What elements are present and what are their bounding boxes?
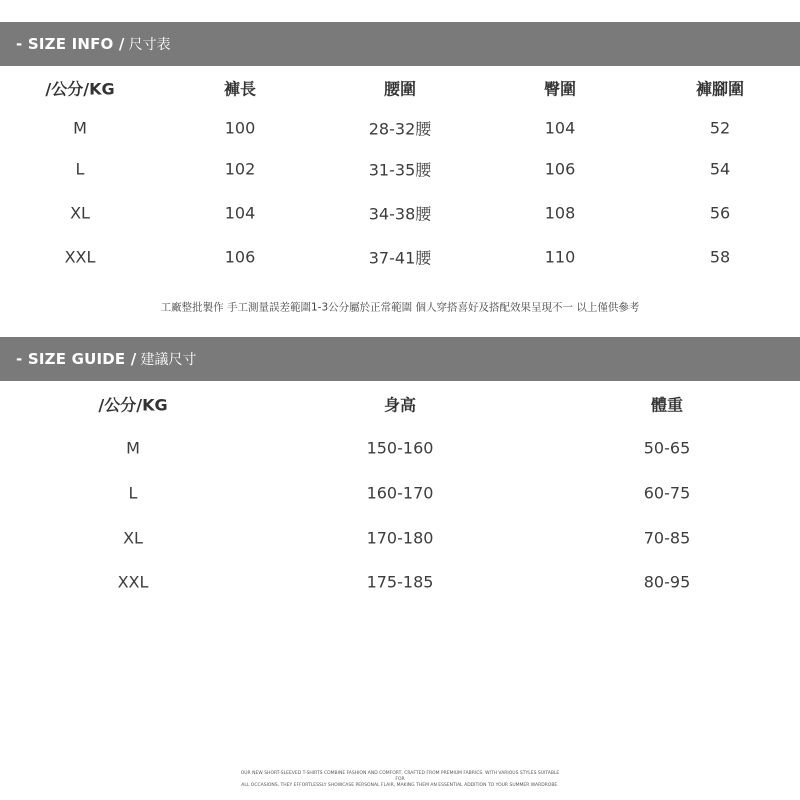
size-info-header bbox=[0, 22, 800, 66]
size-info-header-unit: /公分/KG bbox=[45, 79, 115, 99]
size-guide-cell-size: XXL bbox=[117, 572, 149, 592]
size-info-cell-hem: 54 bbox=[709, 159, 731, 179]
size-guide-title-en: - SIZE GUIDE / bbox=[16, 350, 137, 368]
size-info-cell-hem: 58 bbox=[709, 247, 731, 267]
size-guide-header-unit: /公分/KG bbox=[98, 395, 168, 415]
size-info-header-hem: 褲腳圍 bbox=[695, 79, 745, 99]
size-guide-cell-weight: 50-65 bbox=[643, 438, 691, 458]
size-guide-cell-size: XL bbox=[123, 528, 143, 548]
size-info-cell-hip: 106 bbox=[544, 159, 576, 179]
size-info-cell-hem: 52 bbox=[709, 118, 731, 138]
size-info-cell-size: L bbox=[75, 159, 85, 179]
size-info-cell-length: 102 bbox=[224, 159, 256, 179]
size-info-header-hip: 臀圍 bbox=[543, 79, 577, 99]
size-info-cell-size: M bbox=[73, 118, 87, 138]
footer-fine-print bbox=[240, 771, 560, 789]
size-info-cell-hip: 108 bbox=[544, 203, 576, 223]
footer-line-1: OUR NEW SHORT-SLEEVED T-SHIRTS COMBINE FASHION AND COMFORT, CRAFTED FROM PREMIUM FABRICS. WITH VARIOUS STYLES SUITABLE FOR bbox=[240, 771, 560, 782]
size-guide-title-zh: 建議尺寸 bbox=[140, 352, 197, 368]
size-guide-cell-weight: 80-95 bbox=[643, 572, 691, 592]
size-info-title-en: - SIZE INFO / bbox=[16, 35, 125, 53]
size-info-cell-hem: 56 bbox=[709, 203, 731, 223]
size-guide-cell-size: L bbox=[128, 483, 138, 503]
size-info-header-waist: 腰圍 bbox=[383, 79, 417, 99]
size-info-cell-length: 100 bbox=[224, 118, 256, 138]
size-info-cell-waist: 34-38腰 bbox=[368, 204, 432, 224]
size-info-cell-size: XXL bbox=[64, 247, 96, 267]
size-guide-header bbox=[0, 337, 800, 381]
size-info-cell-waist: 37-41腰 bbox=[368, 248, 432, 268]
size-info-cell-length: 104 bbox=[224, 203, 256, 223]
size-info-title-zh: 尺寸表 bbox=[128, 37, 171, 53]
size-guide-cell-weight: 70-85 bbox=[643, 528, 691, 548]
size-info-cell-waist: 31-35腰 bbox=[368, 160, 432, 180]
footer-line-2: ALL OCCASIONS, THEY EFFORTLESSLY SHOWCASE PERSONAL FLAIR, MAKING THEM AN ESSENTIAL ADDITION TO YOUR SUMMER WARDROBE. bbox=[241, 783, 559, 788]
size-guide-cell-height: 150-160 bbox=[366, 438, 434, 458]
size-info-cell-size: XL bbox=[70, 203, 90, 223]
size-info-cell-length: 106 bbox=[224, 247, 256, 267]
size-guide-header-weight: 體重 bbox=[650, 395, 684, 415]
size-guide-cell-height: 160-170 bbox=[366, 483, 434, 503]
measurement-note: 工廠整批製作 手工測量誤差範圍1-3公分屬於正常範圍 個人穿搭喜好及搭配效果呈現不一 以上僅供參考 bbox=[160, 301, 640, 314]
size-guide-cell-weight: 60-75 bbox=[643, 483, 691, 503]
size-info-header-length: 褲長 bbox=[223, 79, 257, 99]
size-guide-header-height: 身高 bbox=[383, 395, 417, 415]
size-guide-cell-height: 170-180 bbox=[366, 528, 434, 548]
size-info-cell-hip: 104 bbox=[544, 118, 576, 138]
size-guide-cell-height: 175-185 bbox=[366, 572, 434, 592]
size-guide-cell-size: M bbox=[126, 438, 140, 458]
size-info-cell-waist: 28-32腰 bbox=[368, 119, 432, 139]
size-info-cell-hip: 110 bbox=[544, 247, 576, 267]
